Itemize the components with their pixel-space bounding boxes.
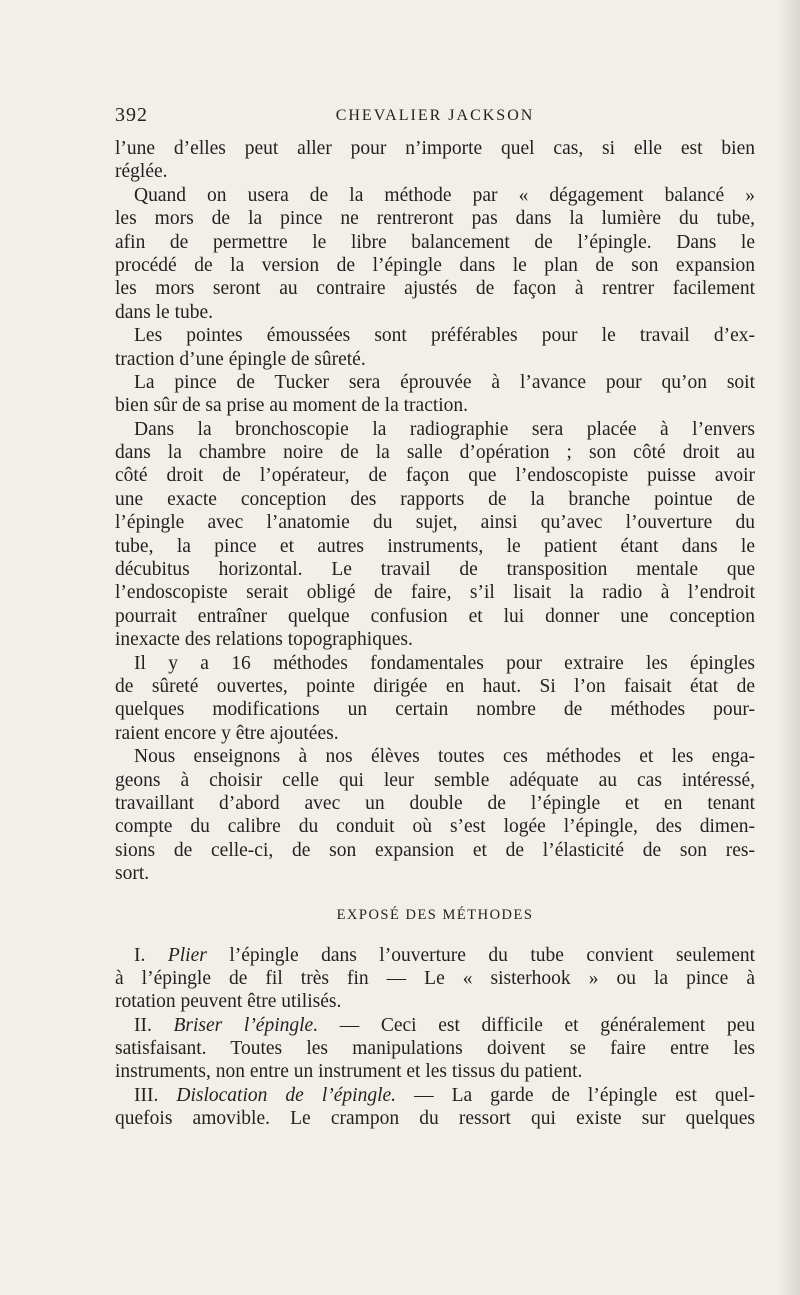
text-line: Les pointes émoussées sont préférables pour le travail d’ex- [134,325,755,347]
text-line: quelques modifications un certain nombre de méthodes pour- [115,699,755,721]
method-number: III. [134,1084,159,1106]
text-line: instruments, non entre un instrument et les tissus du patient. [115,1061,583,1083]
text-line: afin de permettre le libre balancement de l’épingle. Dans le [115,231,755,253]
page-number: 392 [115,104,148,126]
text-line: compte du calibre du conduit où s’est logée l’épingle, des dimen- [115,816,755,838]
text-line: tube, la pince et autres instruments, le patient étant dans le [115,535,755,557]
text-line: traction d’une épingle de sûreté. [115,348,366,370]
text-line: rotation peuvent être utilisés. [115,991,342,1013]
method-1-line [115,944,755,967]
text-line: Nous enseignons à nos élèves toutes ces méthodes et les enga- [134,746,755,768]
text-line: raient encore y être ajoutées. [115,722,339,744]
text-line: les mors seront au contraire ajustés de façon à rentrer facilement [115,278,755,300]
method-text: l’épingle dans l’ouverture du tube convient seulement [229,944,756,966]
method-3-line [115,1084,755,1107]
text-line: dans la chambre noire de la salle d’opération ; son côté droit au [115,442,755,464]
body-text [115,137,755,1131]
method-title: Briser l’épingle. [173,1014,319,1036]
section-title: EXPOSÉ DES MÉTHODES [336,906,534,923]
text-line: réglée. [115,161,168,183]
text-line: travaillant d’abord avec un double de l’épingle et en tenant [115,792,755,814]
text-line: procédé de la version de l’épingle dans le plan de son expansion [115,254,755,276]
method-number: II. [134,1014,152,1036]
text-line: quefois amovible. Le crampon du ressort qui existe sur quelques [115,1108,755,1130]
page-edge-shadow [778,0,800,1295]
text-line: une exacte conception des rapports de la branche pointue de [115,488,755,510]
method-title: Plier [167,944,207,966]
method-title: Dislocation de l’épingle. [176,1084,397,1106]
text-line: inexacte des relations topographiques. [115,629,413,651]
text-line: La pince de Tucker sera éprouvée à l’avance pour qu’on soit [134,371,755,393]
text-line: sort. [115,863,150,885]
text-line: à l’épingle de fil très fin — Le « sisterhook » ou la pince à [115,967,755,989]
method-text: — Ceci est difficile et généralement peu [339,1014,756,1036]
text-line: l’endoscopiste serait obligé de faire, s’il lisait la radio à l’endroit [115,582,755,604]
text-line: Dans la bronchoscopie la radiographie sera placée à l’envers [134,418,755,440]
text-line: Quand on usera de la méthode par « dégagement balancé » [134,184,755,206]
method-text: — La garde de l’épingle est quel- [414,1084,756,1106]
method-number: I. [134,944,146,966]
text-line: bien sûr de sa prise au moment de la traction. [115,395,469,417]
text-line: côté droit de l’opérateur, de façon que l’endoscopiste puisse avoir [115,465,755,487]
text-line: dans le tube. [115,301,214,323]
text-line: sions de celle-ci, de son expansion et de l’élasticité de son res- [115,839,755,861]
page-header [115,104,755,134]
text-line: de sûreté ouvertes, pointe dirigée en haut. Si l’on faisait état de [115,675,755,697]
text-line: décubitus horizontal. Le travail de transposition mentale que [115,559,755,581]
text-line: les mors de la pince ne rentreront pas dans la lumière du tube, [115,208,755,230]
text-line: Il y a 16 méthodes fondamentales pour extraire les épingles [134,652,755,674]
running-head: CHEVALIER JACKSON [335,107,535,124]
text-line: geons à choisir celle qui leur semble adéquate au cas intéressé, [115,769,755,791]
text-line: l’une d’elles peut aller pour n’importe quel cas, si elle est bien [115,138,755,159]
text-line: satisfaisant. Toutes les manipulations doivent se faire entre les [115,1038,755,1060]
text-line: l’épingle avec l’anatomie du sujet, ainsi qu’avec l’ouverture du [115,512,755,534]
text-line: pourrait entraîner quelque confusion et lui donner une conception [115,605,755,627]
method-2-line [115,1014,755,1037]
